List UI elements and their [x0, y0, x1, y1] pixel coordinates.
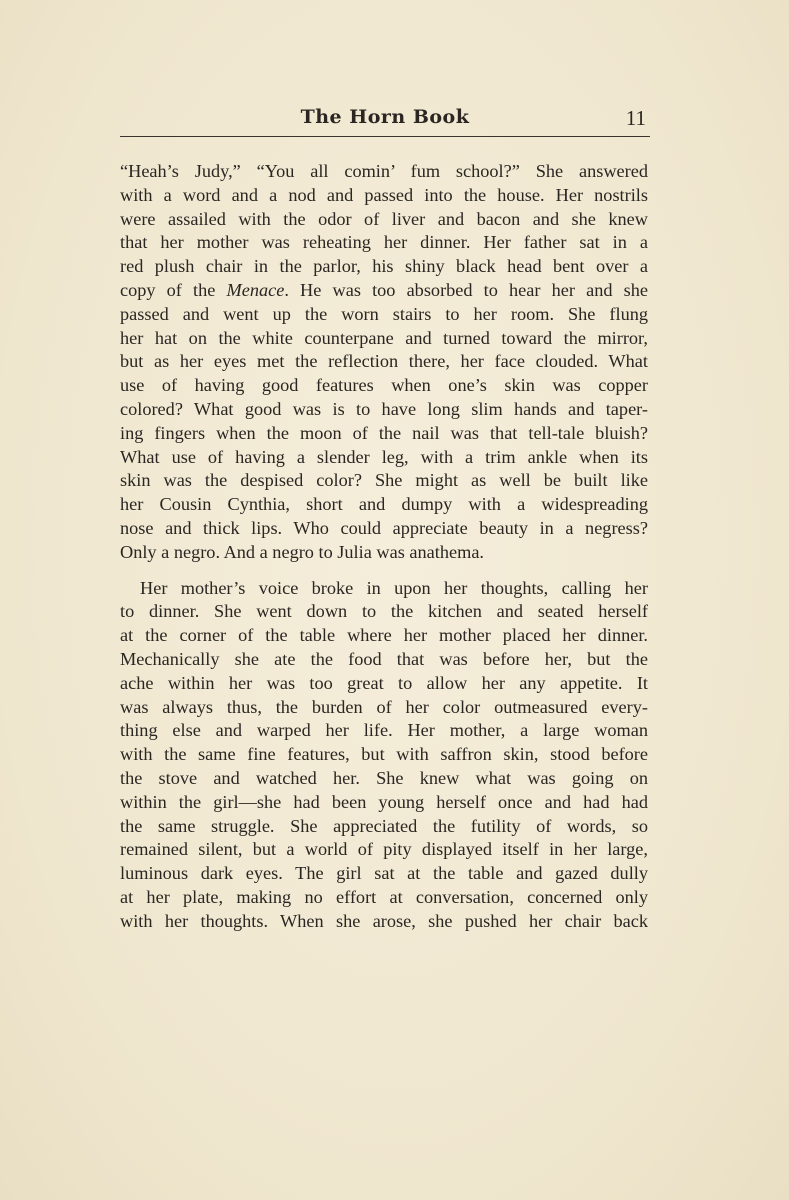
- text-line: was always thus, the burden of her color outmeasured every-: [120, 696, 648, 717]
- text-line: but as her eyes met the reflection there, her face clouded. What: [120, 351, 648, 372]
- running-head: [120, 104, 650, 134]
- text-line: her hat on the white counterpane and turned toward the mirror,: [120, 327, 648, 348]
- body-text: [120, 160, 648, 934]
- paragraph: [120, 160, 648, 565]
- italic-title: Menace: [226, 279, 285, 300]
- text-segment: . He was too absorbed to hear her and she: [284, 279, 648, 300]
- text-segment: copy of the: [120, 279, 227, 300]
- paragraph-gap: [120, 565, 648, 577]
- header-rule: [120, 136, 650, 137]
- text-line: were assailed with the odor of liver and bacon and she knew: [120, 208, 648, 229]
- paragraph: [120, 577, 648, 934]
- text-line: at her plate, making no effort at conversation, concerned only: [120, 886, 648, 907]
- text-line: skin was the despised color? She might as well be built like: [120, 470, 648, 491]
- text-line: What use of having a slender leg, with a trim ankle when its: [120, 446, 648, 467]
- text-line: her Cousin Cynthia, short and dumpy with a widespreading: [120, 494, 648, 515]
- text-line: Her mother’s voice broke in upon her thoughts, calling her: [140, 577, 648, 598]
- text-line: thing else and warped her life. Her mother, a large woman: [120, 720, 648, 741]
- text-line: Mechanically she ate the food that was before her, but the: [120, 648, 648, 669]
- text-line: ing fingers when the moon of the nail was that tell-tale bluish?: [120, 422, 648, 443]
- text-line: that her mother was reheating her dinner. Her father sat in a: [120, 232, 648, 253]
- page-number: 11: [625, 106, 646, 130]
- text-line: remained silent, but a world of pity displayed itself in her large,: [120, 839, 648, 860]
- text-line: Only a negro. And a negro to Julia was anathema.: [120, 541, 484, 562]
- text-line: use of having good features when one’s skin was copper: [120, 375, 648, 396]
- text-line: with a word and a nod and passed into the house. Her nostrils: [120, 184, 648, 205]
- text-line: with her thoughts. When she arose, she pushed her chair back: [120, 910, 648, 931]
- text-line: with the same fine features, but with saffron skin, stood before: [120, 744, 648, 765]
- text-line: the stove and watched her. She knew what was going on: [120, 767, 648, 788]
- text-line: “Heah’s Judy,” “You all comin’ fum school?” She answered: [120, 161, 648, 181]
- text-line: at the corner of the table where her mother placed her dinner.: [120, 625, 648, 646]
- text-line: red plush chair in the parlor, his shiny black head bent over a: [120, 256, 648, 277]
- text-line: luminous dark eyes. The girl sat at the table and gazed dully: [120, 863, 648, 884]
- text-line: colored? What good was is to have long slim hands and taper-: [120, 398, 648, 419]
- text-line: the same struggle. She appreciated the futility of words, so: [120, 815, 648, 836]
- text-line: within the girl—she had been young herself once and had had: [120, 791, 648, 812]
- text-line: to dinner. She went down to the kitchen and seated herself: [120, 601, 648, 622]
- text-line: passed and went up the worn stairs to her room. She flung: [120, 303, 648, 324]
- text-line: ache within her was too great to allow her any appetite. It: [120, 672, 648, 693]
- text-line: [120, 279, 648, 303]
- text-line: nose and thick lips. Who could appreciate beauty in a negress?: [120, 517, 648, 538]
- running-head-title: The Horn Book: [300, 106, 470, 128]
